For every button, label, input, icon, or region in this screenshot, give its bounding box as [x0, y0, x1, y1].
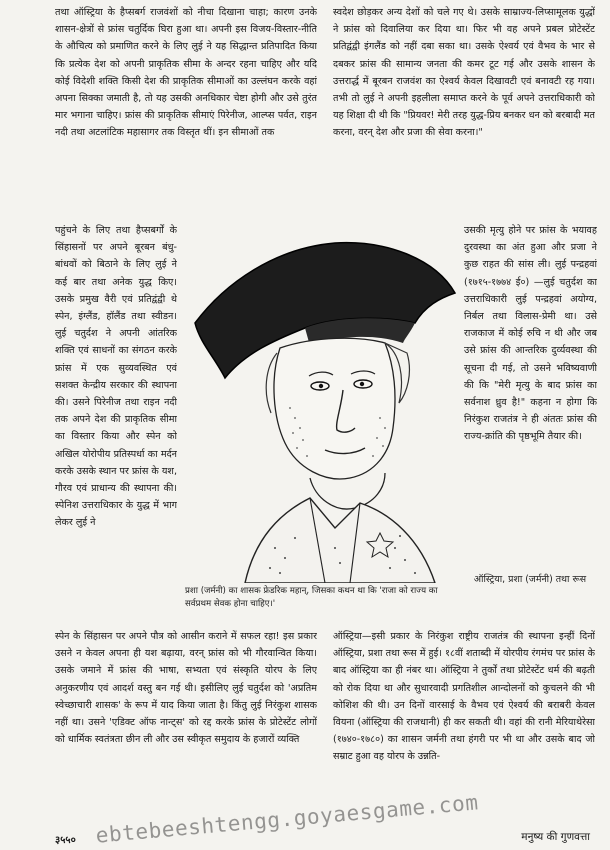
portrait-frederick-the-great-icon	[185, 228, 460, 583]
paragraph-right-middle: उसकी मृत्यु होने पर फ्रांस के भयावह दुरवस्था का अंत हुआ और प्रजा ने कुछ राहत की सांस ली। लुई पन्द्रहवां (१७१५-१७७४ ई०) —लुई चतुर्दश का उत्तराधिकारी लुई पन्द्रहवां अयोग्य, निर्बल तथा विलास-प्रेमी था। उसे राजकाज में कोई रुचि न थी और जब उसे फ्रांस की आन्तरिक दुर्व्यवस्था की सूचना दी गई, तो उसने भविष्यवाणी की कि "मेरी मृत्यु के बाद फ्रांस का सर्वनाश ध्रुव है!" कहना न होगा कि निरंकुश राजतंत्र ने ही अंततः फ्रांस की राज्य-क्रांति की पृष्ठभूमि तैयार की।	[464, 225, 597, 443]
column-left-bottom	[55, 628, 317, 828]
paragraph-right-top: स्वदेश छोड़कर अन्य देशों को चले गए थे। उसके साम्राज्य-लिप्सामूलक युद्धों ने फ्रांस को दिवालिया कर दिया था। फिर भी वह अपने प्रबल प्रोटेस्टेंट प्रतिद्वंद्वी इंगलैंड को नहीं दबा सका था। उसके ऐश्वर्य एवं वैभव के भार से दबकर फ्रांस की सामान्य जनता की कमर टूट गई और उसके शासन के उत्तरार्द्ध में बूरबन राजवंश का ऐश्वर्य केवल दिखावटी एवं बनावटी रह गया। तभी तो लुई ने अपनी इहलीला समाप्त करने के पूर्व अपने उत्तराधिकारी को यह शिक्षा दी थी कि "प्रियवर! मेरी तरह युद्ध-प्रिय बनकर धन को बरबादी मत करना, वरन् देश और प्रजा की सेवा करना।"	[333, 7, 595, 139]
face-outline	[274, 338, 395, 479]
paragraph-left-bottom: स्पेन के सिंहासन पर अपने पौत्र को आसीन कराने में सफल रहा! इस प्रकार उसने न केवल अपना ही यश बढ़ाया, वरन् फ्रांस को भी गौरवान्वित किया। उसके जमाने में फ्रांस की भाषा, सभ्यता एवं संस्कृति योरप के लिए अनुकरणीय एवं आदर्श वस्तु बन गई थी। इसीलिए लुई चतुर्दश को 'अप्रतिम स्वेच्छाचारी शासक' के रूप में याद किया जाता है। किंतु लुई निरंकुश शासक नहीं था। उसने 'एडिक्ट ऑफ नान्ट्स' को रद्द करके फ्रांस के प्रोटेस्टेंट लोगों को धार्मिक स्वतंत्रता छीन ली और उस स्वीकृत समुदाय के हजारों व्यक्ति	[55, 631, 317, 746]
column-left-middle	[55, 222, 177, 622]
watermark: ebtebeeshtengg.goyaesgame.com	[94, 790, 480, 848]
section-heading-austria: ऑस्ट्रिया, प्रशा (जर्मनी) तथा रूस	[473, 574, 587, 585]
paragraph-right-bottom: ऑस्ट्रिया—इसी प्रकार के निरंकुश राष्ट्रीय राजतंत्र की स्थापना इन्हीं दिनों ऑस्ट्रिया, प्रशा तथा रूस में हुई। १८वीं शताब्दी में योरपीय रंगमंच पर फ्रांस के बाद ऑस्ट्रिया का ही नंबर था। ऑस्ट्रिया ने तुर्कों तथा प्रोटेस्टेंट धर्म की बढ़ती को रोक दिया था और सुधारवादी प्रगतिशील आन्दोलनों को कुचलने की भी कोशिश की थी। उन दिनों वारसाई के वैभव एवं ऐश्वर्य की बराबरी केवल वियना (ऑस्ट्रिया की राजधानी) ही कर सकती थी। वहां की रानी मेरियाथेरेसा (१७४०-१७८०) का शासन जर्मनी तथा हंगरी पर भी था और उसके बाद जो सम्राट हुआ वह योरप के उन्नति-	[333, 631, 595, 763]
column-left-top	[55, 4, 317, 218]
paragraph-left-top: तथा ऑस्ट्रिया के हैप्सबर्ग राजवंशों को नीचा दिखाना चाहा; कारण उनके शासन-क्षेत्रों से फ्रांस चतुर्दिक घिरा हुआ था। अपनी इस विजय-विस्तार-नीति के औचित्य को प्रमाणित करने के लिए लुई ने यह सिद्धान्त प्रतिपादित किया कि प्रत्येक देश को अपनी प्राकृतिक सीमा के अन्दर रहना चाहिए और यदि कोई विदेशी शक्ति किसी देश की प्राकृतिक सीमाओं का उल्लंघन करके वहां अपना सिक्का जमाती है, तो यह उसकी अनधिकार चेष्टा होगी और उसे तुरंत मार भगाना चाहिए। फ्रांस की प्राकृतिक सीमाएं पिरेनीज, आल्प्स पर्वत, राइन नदी तथा अटलांटिक महासागर तक विस्तृत थीं। इन सीमाओं तक	[55, 7, 317, 139]
column-right-middle	[464, 222, 597, 562]
book-title: मनुष्य की गुणवत्ता	[521, 831, 590, 843]
column-right-top	[333, 4, 595, 218]
portrait-illustration	[185, 228, 460, 583]
page-number: ३५५०	[55, 835, 76, 846]
coat	[245, 498, 435, 583]
paragraph-left-middle: पहुंचने के लिए तथा हैप्सबर्गों के सिंहासनों पर अपने बूरबन बंधु-बांधवों को बिठाने के लिए लुई ने कई बार तथा अनेक युद्ध किए। उसके प्रमुख वैरी एवं प्रतिद्वंद्वी थे स्पेन, इंग्लैंड, हॉलैंड तथा स्वीडन। लुई चतुर्दश ने अपनी आंतरिक शक्ति एवं साधनों का संगठन करके फ्रांस में एक सुव्यवस्थित एवं सशक्त केन्द्रीय सरकार की स्थापना की। उसने पिरेनीज तथा राइन नदी तक अपने देश की प्राकृतिक सीमा का विस्तार किया और स्पेन को अखिल योरोपीय प्रतिस्पर्धा का मर्दन करके उसके स्थान पर फ्रांस के यश, गौरव एवं प्राधान्य की स्थापना की। स्पेनिश उत्तराधिकार के युद्ध में भाग लेकर लुई ने	[55, 225, 177, 529]
figure-caption: प्रशा (जर्मनी) का शासक फ्रेडरिक महान्, जिसका कथन था कि 'राजा को राज्य का सर्वप्रथम सेवक होना चाहिए।'	[185, 586, 438, 609]
